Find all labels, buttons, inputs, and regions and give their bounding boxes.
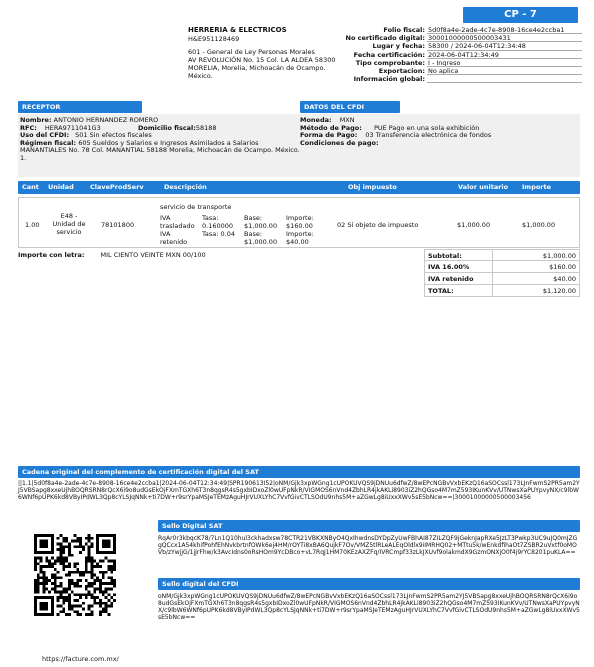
issuer-rfc: H&E951128469 bbox=[188, 35, 240, 43]
totals-row bbox=[424, 249, 580, 261]
totals-label: TOTAL: bbox=[425, 285, 493, 296]
item-obj-impuesto: 02 Sí objeto de impuesto bbox=[337, 221, 419, 229]
folio-value: No aplica bbox=[427, 67, 582, 75]
receptor-uso: S01 Sin efectos fiscales bbox=[75, 131, 152, 139]
folio-value bbox=[427, 75, 582, 83]
items-table-header bbox=[18, 181, 580, 194]
receptor-address: MANANTIALES No. 78 Col. MANANTIAL 58188 Morelia, Michoacán de Ocampo. México. 1. bbox=[20, 146, 300, 162]
sello-cfdi-text: oNM/Gjk3xpWGng1cUPOKUVQS9jDNUu6dfwZ/8wEPcNGBvVxbEKzQ16aSOCssl173LJnFwmS2PR5am2YJ5VBSapg8xxeUjhBOQRSRN8rQcX6i9o8udGsEkOjFXmTGXh6T3n8qgsR4s5gxbIDxoZl0wUFpNkR/VIGMOS6nVnd4ZbhLR4jkAKLi8903iZ2hQGso4M7mZ593IKunKVv/UTNwsXaPUYpvyNX/c9lbW6WNf6pUPK6kd8VByIPdWL3Qp8cYLSJqNNk+ti7DW+r9srYpaMSJeTEMzAguHJrVUXLYhC7VvfGivCTLSOdU9nhs5M+aZGwLg8iUxxXWv5sE5bNcw== bbox=[158, 593, 580, 621]
receptor-cfdi-info bbox=[18, 114, 580, 177]
col-clave: ClaveProdServ bbox=[90, 183, 144, 191]
folio-row bbox=[330, 34, 582, 42]
folio-label: Exportacion: bbox=[378, 66, 425, 75]
qr-code-graphic bbox=[34, 534, 116, 616]
col-unidad: Unidad bbox=[48, 183, 74, 191]
issuer-block bbox=[188, 26, 338, 80]
col-obj-impuesto: Obj impuesto bbox=[348, 183, 397, 191]
folio-row bbox=[330, 26, 582, 34]
receptor-nombre-label: Nombre: bbox=[20, 116, 52, 124]
folio-value: 30001000000500003431 bbox=[427, 34, 582, 42]
totals-row bbox=[424, 273, 580, 285]
item-valor-unitario: $1,000.00 bbox=[457, 221, 491, 229]
col-descripcion: Descripción bbox=[164, 183, 207, 191]
totals-value: $1,120.00 bbox=[542, 287, 576, 295]
item-cant: 1.00 bbox=[25, 221, 40, 229]
receptor-rfc: HERA9711041G3 bbox=[44, 123, 101, 132]
tax-line bbox=[160, 215, 330, 231]
cfdi-condiciones-label: Condiciones de pago: bbox=[300, 138, 379, 147]
totals-row bbox=[424, 285, 580, 297]
folio-label: Información global: bbox=[353, 75, 425, 84]
receptor-rfc-label: RFC: bbox=[20, 123, 37, 132]
tax-importe: $40.00 bbox=[286, 237, 309, 246]
cfdi-forma: 03 Transferencia electrónica de fondos bbox=[365, 131, 492, 139]
folio-value: I - Ingreso bbox=[427, 59, 582, 67]
tax-base: $1,000.00 bbox=[244, 237, 278, 246]
totals-value: $160.00 bbox=[549, 263, 576, 271]
issuer-address: AV REVOLUCIÓN No. 15 Col. LA ALDEA 58300 MORELIA, Morelia, Michoacán de Ocampo. México. bbox=[188, 56, 336, 80]
folio-label: Lugar y fecha: bbox=[372, 42, 425, 51]
totals-table bbox=[424, 249, 580, 297]
tax-importe-label: Importe: bbox=[286, 230, 314, 238]
tax-tasa-label: Tasa: bbox=[202, 214, 219, 222]
cfdi-metodo: PUE Pago en una sola exhibición bbox=[373, 123, 480, 132]
sello-sat-text: RqAr0r3kbqcK78/7Ln1Q10hul3ckhadxsw78CTR21VBKXNByO4QxIhwdnsDYDpZyUwFBhAI87ZILZQF9jGeknJapRXe5JzLT3Pwkp3UC9uJQ0mJZGgQCcx1A54khifPohfEhNvkbrtnfOWk6ej4HM/rOYTi8xBA6QujkF7Ov/VMZ5tlRLeALEqOldlx9iIMRHQ02+MTtu5k/wEnkdfihaOt7ZSBR2uVxtf0oMOVb/zYwjjG/1jJrFhw/k3AvcIdns0oRsHOm9YcDBco+vL7RqJ1HM70KEzAXZFq/IVRCmpf33zLkJXUvf9olakmdX9GzmONXjO0f4j9rYC8201puKLA== bbox=[158, 535, 578, 556]
totals-row bbox=[424, 261, 580, 273]
issuer-name: HERRERIA & ELECTRICOS bbox=[188, 26, 287, 34]
sello-cfdi-header: Sello digital del CFDI bbox=[158, 578, 580, 590]
issuer-regimen: 601 - General de Ley Personas Morales bbox=[188, 48, 315, 56]
totals-value: $40.00 bbox=[553, 275, 576, 283]
table-row bbox=[18, 197, 580, 248]
folio-row bbox=[330, 42, 582, 50]
tax-importe-label: Importe: bbox=[286, 214, 314, 222]
tax-tasa: 0.04 bbox=[220, 230, 235, 238]
folio-value: 58300 / 2024-06-04T12:34:48 bbox=[427, 42, 582, 50]
folio-label: Tipo comprobante: bbox=[355, 58, 425, 67]
folio-value: 5d0f8a4e-2ade-4c7e-8908-16ce4e2ccba1 bbox=[427, 26, 582, 34]
totals-label: IVA 16.00% bbox=[425, 261, 493, 272]
tax-base-label: Base: bbox=[244, 230, 263, 238]
item-importe: $1,000.00 bbox=[522, 221, 556, 229]
sello-sat-header: Sello Digital SAT bbox=[158, 520, 580, 532]
tax-line bbox=[160, 231, 330, 247]
tax-name: IVA trasladado bbox=[160, 214, 195, 230]
item-descripcion: servicio de transporte bbox=[160, 203, 232, 211]
receptor-regimen: 605 Sueldos y Salarios e Ingresos Asimilados a Salarios bbox=[78, 138, 259, 147]
receptor-domicilio-label: Domicilio fiscal: bbox=[138, 123, 196, 132]
importe-con-letra bbox=[18, 251, 206, 259]
importe-letra-value: MIL CIENTO VEINTE MXN 00/100 bbox=[100, 251, 206, 259]
col-importe: Importe bbox=[522, 183, 552, 191]
cfdi-details bbox=[300, 117, 570, 147]
col-cant: Cant bbox=[22, 183, 39, 191]
receptor-uso-label: Uso del CFDI: bbox=[20, 131, 70, 139]
tax-importe: $160.00 bbox=[286, 221, 313, 230]
cfdi-metodo-label: Método de Pago: bbox=[300, 123, 362, 132]
item-taxes bbox=[160, 215, 330, 247]
tax-base: $1,000.00 bbox=[244, 221, 278, 230]
folio-row bbox=[330, 51, 582, 59]
cfdi-forma-label: Forma de Pago: bbox=[300, 131, 358, 139]
totals-label: Subtotal: bbox=[425, 250, 493, 260]
qr-code-icon bbox=[34, 534, 116, 616]
folio-row bbox=[330, 67, 582, 75]
folio-label: Folio fiscal: bbox=[383, 26, 425, 34]
totals-value: $1,000.00 bbox=[542, 252, 576, 260]
receptor-domicilio: 58188 bbox=[195, 123, 217, 132]
folio-label: Fecha certificación: bbox=[353, 50, 425, 59]
cfdi-data-header: DATOS DEL CFDI bbox=[300, 101, 400, 113]
receptor-details bbox=[20, 117, 310, 162]
cfdi-moneda: MXN bbox=[339, 116, 355, 124]
cadena-original-text: ||1.1|5d0f8a4e-2ade-4c7e-8908-16ce4e2ccba1|2024-06-04T12:34:49|SPR190613I52|oNM/Gjk3xpWGng1cUPOKUVQS9jDNUu6dfwZ/8wEPcNGBvVxbEKzQ16aSOCssl173LJnFwmS2PR5am2YJ5VBSapg8xxeUjhBOQRSRN8rQcX6i9o8udGsEkOjFXmTGXh6T3n8qgsR4s5gxbIDxoZl0wUFpNkR/VIGMOS6nVnd4ZbhLR4jkAKLi8903iZ2hQGso4M7mZ593IKunKVv/UTNwsXaPUYpvyNX/c9lbW6WNf6pUPK6kd8VByIPdWL3Qp8cYLSJqNNk+ti7DW+r9srYpaMSJeTEMzAguHJrVUXLYhC7VvfGivCTLSOdU9nhs5M+aZGwLg8iUxxXWv5sE5bNcw==|30001000000500003456 bbox=[18, 480, 580, 501]
footer-url-link[interactable]: https://facture.com.mx/ bbox=[42, 655, 119, 663]
receptor-nombre: ANTONIO HERNANDEZ ROMERO bbox=[53, 116, 159, 124]
col-valor-unitario: Valor unitario bbox=[458, 183, 509, 191]
folio-value: 2024-06-04T12:34:49 bbox=[427, 51, 582, 59]
tax-tasa-label: Tasa: bbox=[202, 230, 219, 238]
item-clave: 78101800 bbox=[101, 221, 135, 229]
folio-row bbox=[330, 59, 582, 67]
tax-name: IVA retenido bbox=[160, 230, 188, 246]
folio-row bbox=[330, 75, 582, 83]
cfdi-moneda-label: Moneda: bbox=[300, 116, 332, 124]
tax-base-label: Base: bbox=[244, 214, 263, 222]
tax-tasa: 0.160000 bbox=[202, 221, 234, 230]
item-unidad: E48 - Unidad de servicio bbox=[52, 212, 86, 236]
document-type-badge: CP - 7 bbox=[463, 7, 578, 23]
folio-table bbox=[330, 26, 582, 83]
cadena-original-header: Cadena original del complemento de certificación digital del SAT bbox=[18, 466, 580, 478]
totals-label: IVA retenido bbox=[425, 273, 493, 284]
receptor-header: RECEPTOR bbox=[18, 101, 142, 113]
importe-letra-label: Importe con letra: bbox=[18, 251, 85, 259]
receptor-regimen-label: Régimen fiscal: bbox=[20, 138, 77, 147]
folio-label: No certificado digital: bbox=[345, 34, 425, 43]
